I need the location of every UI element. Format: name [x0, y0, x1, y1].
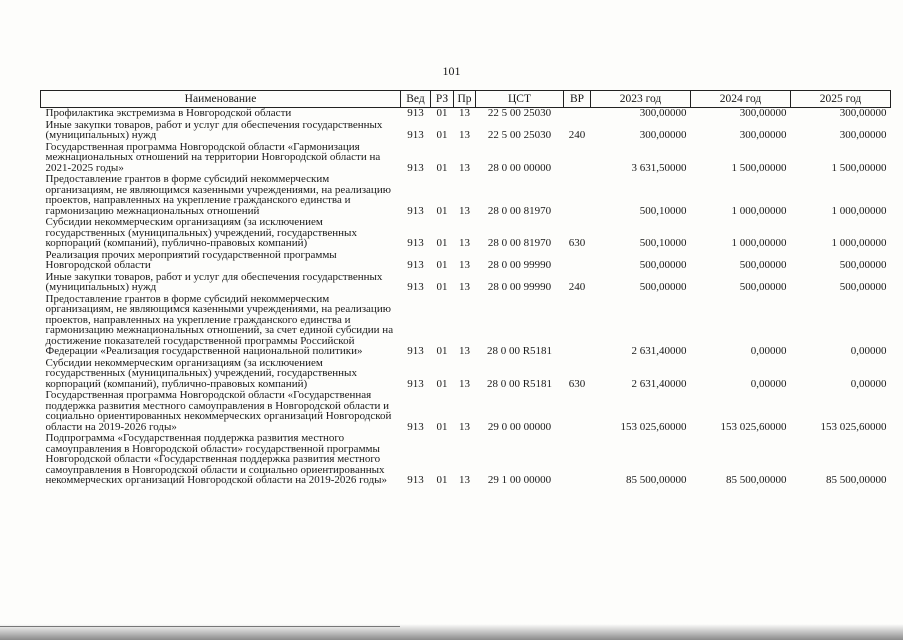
row-name: Государственная программа Новгородской области «Гармонизация межнациональных отношений на территории Новгородской области на 2021-2025 годы»: [45, 140, 381, 174]
table-row: [41, 142, 891, 175]
row-pr: 13: [459, 345, 470, 357]
row-cst: 28 0 00 R5181: [486, 345, 553, 357]
row-2025: 85 500,00000: [826, 474, 887, 486]
row-ved: 913: [407, 420, 424, 433]
row-ved: 913: [407, 204, 424, 217]
row-ved: 913: [407, 345, 424, 357]
row-2023: 300,00000: [639, 129, 687, 141]
row-name: Иные закупки товаров, работ и услуг для обеспечения государственных (муниципальных) нужд: [45, 118, 383, 141]
row-pr: 13: [459, 161, 470, 174]
row-vr: [564, 250, 591, 272]
row-pr: 13: [459, 281, 470, 293]
table-row: [41, 120, 891, 142]
row-ved: 913: [407, 107, 424, 119]
row-name: Государственная программа Новгородской области «Государственная поддержка развития местного самоуправления в Новгородской области и социально ориентированных некоммерческих организаций Новгородской области на 2019-2026 годы»: [45, 389, 392, 433]
row-vr: [564, 390, 591, 433]
header-rz: РЗ: [431, 91, 454, 108]
row-ved: 913: [407, 237, 424, 249]
row-2023: 153 025,60000: [620, 420, 687, 433]
row-name: Реализация прочих мероприятий государственной программы Новгородской области: [45, 248, 337, 271]
row-ved: 913: [407, 161, 424, 174]
row-vr: [564, 142, 591, 175]
row-2023: 3 631,50000: [631, 161, 687, 174]
page-bottom-line: [0, 626, 400, 627]
header-pr: Пр: [454, 91, 476, 108]
row-rz: 01: [436, 129, 448, 141]
row-rz: 01: [436, 377, 448, 390]
row-2024: 153 025,60000: [720, 420, 787, 433]
row-vr: [564, 433, 591, 487]
row-rz: 01: [436, 161, 448, 174]
row-2025: 500,00000: [839, 259, 887, 271]
row-2024: 300,00000: [739, 107, 787, 119]
header-vr: ВР: [564, 91, 591, 108]
row-pr: 13: [459, 420, 470, 433]
row-rz: 01: [436, 474, 448, 486]
row-2025: 1 000,00000: [831, 237, 887, 249]
row-2024: 500,00000: [739, 281, 787, 293]
row-cst: 28 0 00 81970: [487, 204, 552, 217]
row-ved: 913: [407, 281, 424, 293]
row-vr: 240: [568, 129, 586, 141]
row-name: Профилактика экстремизма в Новгородской области: [45, 107, 292, 119]
table-row: [41, 108, 891, 120]
row-2024: 85 500,00000: [726, 474, 787, 486]
row-vr: [564, 108, 591, 120]
table-row: [41, 250, 891, 272]
header-2023: 2023 год: [591, 91, 691, 108]
table-row: [41, 390, 891, 433]
row-2025: 1 500,00000: [831, 161, 887, 174]
row-2024: 300,00000: [739, 129, 787, 141]
row-cst: 22 5 00 25030: [487, 107, 552, 119]
row-vr: [564, 294, 591, 358]
table-row: [41, 174, 891, 217]
row-2023: 500,10000: [639, 237, 687, 249]
table-row: [41, 433, 891, 487]
row-2023: 300,00000: [639, 107, 687, 119]
row-name: Субсидии некоммерческим организациям (за исключением государственных (муниципальных) учреждений, государственных корпораций (компаний), публично-правовых компаний): [45, 356, 357, 390]
row-pr: 13: [459, 259, 470, 271]
row-pr: 13: [459, 474, 470, 486]
row-vr: 630: [568, 237, 586, 249]
row-rz: 01: [436, 204, 448, 217]
row-cst: 28 0 00 R5181: [486, 377, 553, 390]
row-rz: 01: [436, 420, 448, 433]
header-ved: Вед: [401, 91, 431, 108]
header-2024: 2024 год: [691, 91, 791, 108]
row-cst: 29 1 00 00000: [487, 474, 552, 486]
row-name: Субсидии некоммерческим организациям (за исключением государственных (муниципальных) учреждений, государственных корпораций (компаний), публично-правовых компаний): [45, 216, 357, 249]
table-row: [41, 217, 891, 250]
row-cst: 28 0 00 00000: [487, 161, 552, 174]
row-name: Подпрограмма «Государственная поддержка развития местного самоуправления в Новгородской области» государственной программы Новгородской области «Государственная поддержка развития местного самоуправления в Новгородской области и социально ориентированных некоммерческих организаций Новгородской области на 2019-2026 годы»: [45, 432, 388, 486]
row-2025: 300,00000: [839, 107, 887, 119]
row-cst: 28 0 00 99990: [487, 281, 552, 293]
row-2024: 1 000,00000: [731, 204, 787, 217]
table-body: [41, 108, 891, 487]
row-2023: 2 631,40000: [631, 377, 687, 390]
row-rz: 01: [436, 259, 448, 271]
row-2024: 0,00000: [750, 345, 787, 357]
row-pr: 13: [459, 129, 470, 141]
row-2025: 500,00000: [839, 281, 887, 293]
row-vr: [564, 174, 591, 217]
table-row: [41, 358, 891, 391]
row-cst: 29 0 00 00000: [487, 420, 552, 433]
row-pr: 13: [459, 377, 470, 390]
header-2025: 2025 год: [791, 91, 891, 108]
header-name: Наименование: [41, 91, 401, 108]
row-cst: 28 0 00 99990: [487, 259, 552, 271]
row-2023: 500,00000: [639, 259, 687, 271]
row-ved: 913: [407, 474, 424, 486]
row-name: Предоставление грантов в форме субсидий некоммерческим организациям, не являющимся казенными учреждениями, на реализацию проектов, направленных на укрепление гражданского единства и гармонизацию межнациональных отношений: [45, 173, 391, 217]
header-cst: ЦСТ: [476, 91, 564, 108]
budget-table: [40, 90, 891, 487]
row-ved: 913: [407, 259, 424, 271]
row-2023: 500,00000: [639, 281, 687, 293]
row-rz: 01: [436, 345, 448, 357]
row-pr: 13: [459, 107, 470, 119]
row-2025: 153 025,60000: [820, 420, 887, 433]
row-cst: 28 0 00 81970: [487, 237, 552, 249]
row-2025: 0,00000: [850, 345, 887, 357]
row-2023: 2 631,40000: [631, 345, 687, 357]
row-ved: 913: [407, 129, 424, 141]
table-header-row: [41, 91, 891, 108]
row-vr: 240: [568, 281, 586, 293]
row-2024: 1 500,00000: [731, 161, 787, 174]
row-2025: 300,00000: [839, 129, 887, 141]
row-name: Предоставление грантов в форме субсидий некоммерческим организациям, не являющимся казенными учреждениями, на реализацию проектов, направленных на укрепление гражданского единства и гармонизацию межнациональных отношений, за счет единой субсидии на достижение показателей государственной программы Российской Федерации «Реализация государственной национальной политики»: [45, 292, 394, 357]
row-2025: 0,00000: [850, 377, 887, 390]
row-2023: 85 500,00000: [626, 474, 687, 486]
row-cst: 22 5 00 25030: [487, 129, 552, 141]
row-2025: 1 000,00000: [831, 204, 887, 217]
row-name: Иные закупки товаров, работ и услуг для обеспечения государственных (муниципальных) нужд: [45, 270, 383, 293]
row-vr: 630: [568, 377, 586, 390]
row-rz: 01: [436, 281, 448, 293]
row-2024: 0,00000: [750, 377, 787, 390]
row-rz: 01: [436, 237, 448, 249]
row-pr: 13: [459, 237, 470, 249]
row-2024: 1 000,00000: [731, 237, 787, 249]
row-2024: 500,00000: [739, 259, 787, 271]
row-rz: 01: [436, 107, 448, 119]
row-pr: 13: [459, 204, 470, 217]
table-row: [41, 294, 891, 358]
row-ved: 913: [407, 377, 424, 390]
page-number: 101: [442, 64, 461, 78]
table-row: [41, 272, 891, 294]
row-2023: 500,10000: [639, 204, 687, 217]
